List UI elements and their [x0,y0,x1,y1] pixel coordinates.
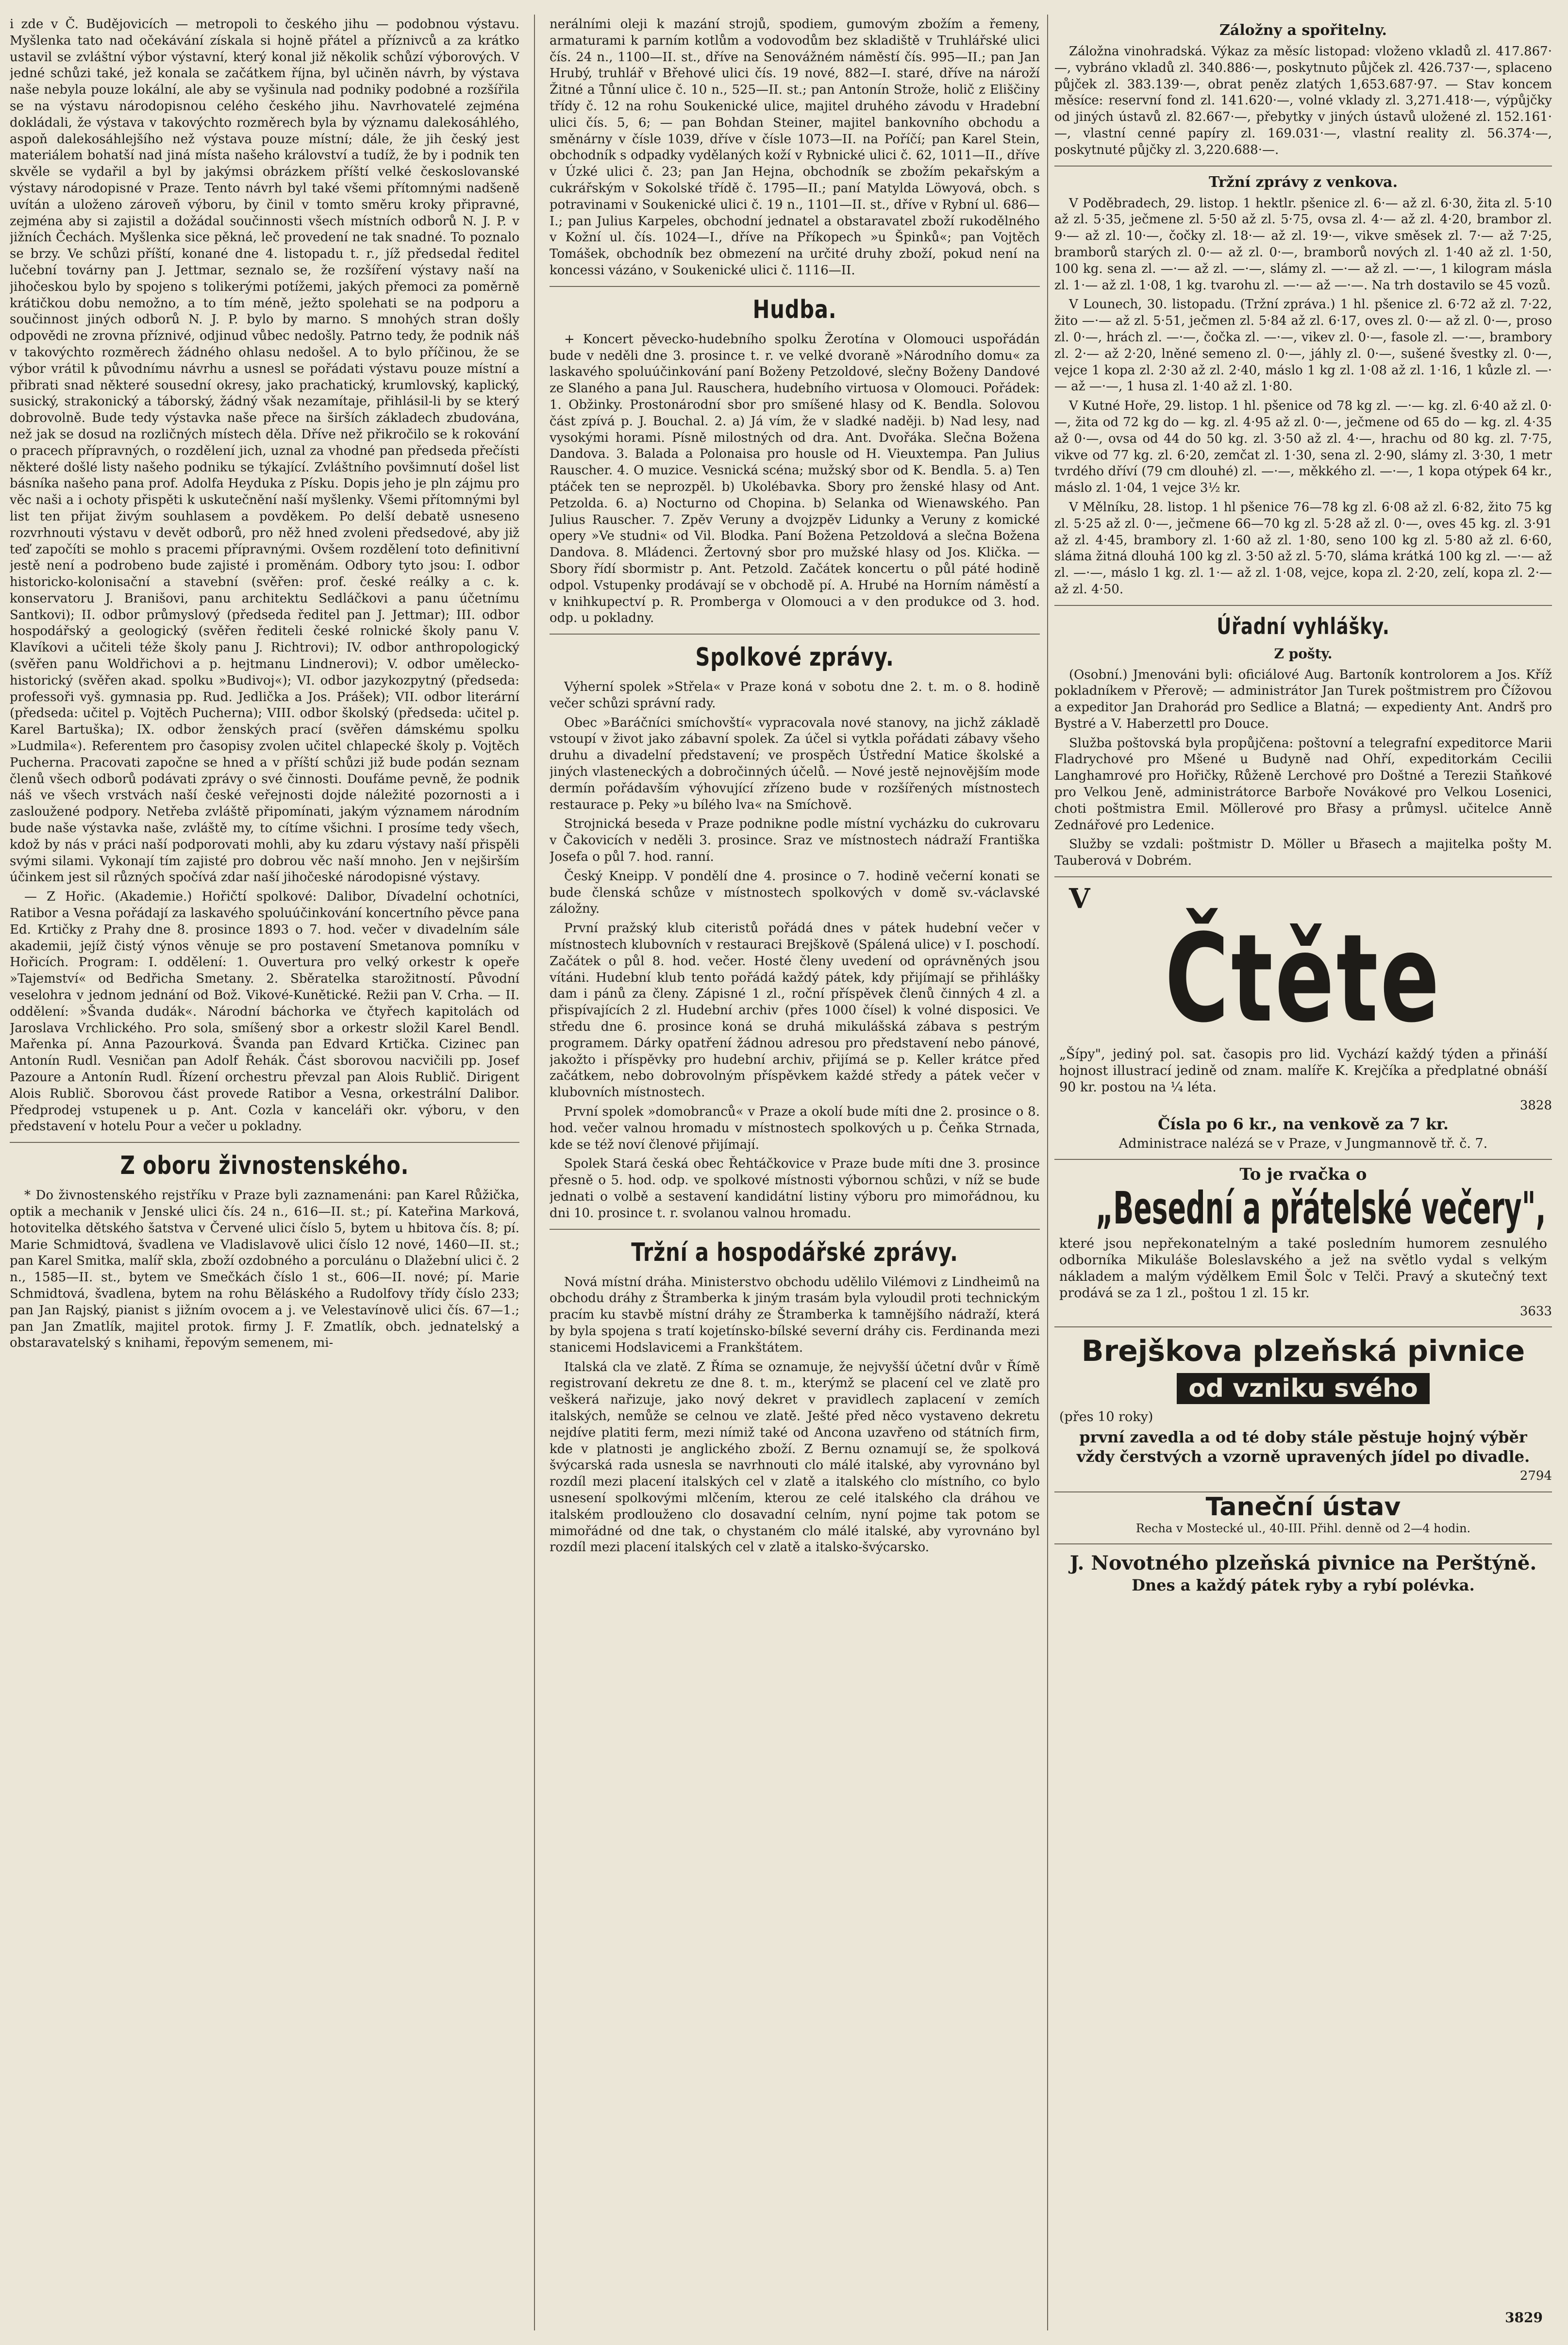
ad-address: Recha v Mostecké ul., 40-III. Přihl. denně od 2—4 hodin. [1135,1522,1471,1536]
ad-besedni [1054,1164,1552,1320]
divider [10,1142,519,1143]
ad-number: 2794 [1519,1469,1552,1484]
column-divider [1047,15,1048,2330]
ad-ctete [1054,884,1552,1152]
section-title: Záložny a spořitelny. [1219,22,1387,39]
article-body: Český Kneipp. V pondělí dne 4. prosince o 7. hodině večerní konati se bude členská schůze v místnostech spolkových v domě sv.-václavské záložny. [550,869,1040,917]
ad-lead: To je rvačka o [1239,1164,1367,1184]
article-body: Nová místní dráha. Ministerstvo obchodu udělilo Vilémovi z Lindheimů na obchodu dráhy z Štramberka k jiným trasám byla vyloudil proti technickým pracím ku stavbě místní dráhy ze Štramberka k tamnějšího nádraží, která by byla spojena s tratí kojetínsko-bílské severní dráhy cis. Ferdinanda mezi stanicemi Hodslavicemi a Frankštátem. [550,1274,1040,1355]
column-2 [550,17,1040,2335]
article-body: nerálními oleji k mazání strojů, spodiem, gumovým zbožím a řemeny, armaturami k parním kotlům a vodovodům bez skladiště v Truhlářské ulici čís. 24 n., 1100—II. st., dříve na Senovážném náměstí čís. 995—II.; pan Jan Hrubý, truhlář v Břehové ulici čís. 19 nové, 882—I. staré, dříve na nároží Žitné a Tůnní ulice č. 10 n., 525—II. st.; pan Antonín Strože, holič z Eliščiny třídy č. 12 na rohu Soukenické ulice, majitel druhého závodu v Hradební ulici čís. 5, 6; — pan Bohdan Steiner, majitel bankovního obchodu a směnárny v čísle 1039, dříve v čísle 1073—II. na Poříčí; pan Karel Stein, obchodník s odpadky vydělaných koží v Rybnické ulici č. 62, 1011—II., dříve v Úzké ulici č. 23; pan Jan Hejna, obchodník se zbožím pekařským a cukrářským v Sokolské třídě č. 1795—II.; paní Matylda Löwyová, obch. s potravinami v Soukenické ulici č. 19 n., 1101—II. st., dříve v Rybní ul. 686—I.; pan Julius Karpeles, obchodní jednatel a obstaravatel zboží rukodělného v Kožní ul. čís. 1024—I., dříve na Příkopech »u Špinků«; pan Vojtěch Tomášek, obchodník bez obmezení na určité druhy zboží, pokud není na koncessi vázáno, v Soukenické ulici č. 1116—II. [550,17,1040,278]
section-subtitle: Z pošty. [1274,645,1333,662]
article-body: Spolek Stará česká obec Řehtáčkovice v Praze bude míti dne 3. prosince přesně o 5. hod. odp. ve spolkové místnosti výbornou schůzi, v níž se bude jednati o volbě a sestavení kandidátní listiny výboru pro mimořádnou, ku dni 10. prosince t. r. svolanou valnou hromadu. [550,1156,1040,1221]
ad-number: 3633 [1519,1304,1552,1319]
page-number: 3829 [1505,2310,1543,2326]
article-body: Italská cla ve zlatě. Z Říma se oznamuje, že nejvyšší účetní dvůr v Římě registrovaní dekretu ze dne 8. t. m., kterýmž se placení cel ve zlatě pro veškerá nařizuje, jako nový dekret v pravidlech zaplacení v zemích italských, nemůže se celnou ve zlatě. Ješté před něco vystaveno dekretu nejdíve platiti ferm, mezi nímiž také od Ancona uzavřeno od státních firm, kde v platnosti je anglického zboží. Z Bernu oznamují se, že spolková švýcarská rada usnesla se navrhnouti clo málé italské, aby vyrovnáno byl rozdíl mezi placení italských cel v zlatě a italského clo místního, co bylo usnesení spolkovými mlčením, kterou ze celé italského cla dráhou ve italském prodlouženo clo dosavadní celním, nyní pojme tak potom se mimořádné od dne tak, o chystaném clo málé italské, aby vyrovnáno byl rozdíl mezi placení italských cel v zlatě a italsko-švýcarsko. [550,1359,1040,1555]
column-3 [1054,17,1552,2335]
article-body: Strojnická beseda v Praze podnikne podle místní vycházku do cukrovaru v Čakovicích v neděli 3. prosince. Sraz ve místnostech nádraží Františka Josefa o půl 7. hod. ranní. [550,817,1040,865]
article-body: Služba poštovská byla propůjčena: poštovní a telegrafní expeditorce Marii Fladrychové pro Mšené u Budyně nad Ohří, expeditorkám Cecilii Langhamrové pro Hořičky, Růženě Lerchové pro Doštné a Terezii Staňkové pro Velkou Jeně, administrátorce Barboře Novákové pro Velkou Losenici, choti poštmistra Emil. Möllerové pro Břasy a průmysl. učitelce Anně Zednářové pro Ledenice. [1054,736,1552,833]
section-title: Hudba. [752,295,837,324]
article-body: i zde v Č. Budějovicích — metropoli to českého jihu — podobnou výstavu. Myšlenka tato nad očekávání získala si hojně přátel a příznivců a za krátko ustavil se zvláštní výbor výstavní, který konal již několik schůzí výborových. V jedné schůzi také, jež konala se začátkem října, byl učiněn návrh, by výstava naše nebyla pouze lokální, ale aby se vyšinula nad podniky podobné a rozšířila se na výstavu národopisnou celého českého jihu. Navrhovatelé zejména dokládali, že výstava v takovýchto rozměrech byla by významu dalekosáhlého, aspoň dalekosáhlejšího než výstava pouze místní; dále, že jih český jest materiálem bohatší nad jiná místa našeho království a tudíž, že by i podnik ten skvěle se vydařil a byl by jakýmsi obrázkem příští velké českoslovanské výstavy národopisné v Praze. Tento návrh byl také všemi přítomnými nadšeně uvítán a uloženo zároveň výboru, by činil v tomto směru kroky připravné, zejména aby si zajistil a dožádal součinnosti všech místních odborů N. J. P. v jižních Čechách. Myšlenka sice pěkná, leč provedení ne tak snadné. To poznalo se brzy. Ve schůzi příští, konané dne 4. listopadu t. r., jíž předsedal ředitel lučební továrny pan J. Jettmar, seznalo se, že rozšíření výstavy naší na jihočeskou bylo by spojeno s tolikerými potížemi, jakých přemoci za poměrně krátičkou dobu nemožno, a to tím méně, ježto spolehati se na podporu a součinnost jiných odborů N. J. P. bylo by marno. S mnohých stran došly odpovědi ne zrovna příznivé, odjinud vůbec nedošly. Patrno tedy, že podnik náš v takovýchto rozměrech žádného ohlasu nedošel. A to bylo příčinou, že se výbor vrátil k původnímu návrhu a usnesl se pořádati výstavu pouze místní a přibrati snad některé sousední okresy, jako prachatický, krumlovský, kaplický, susický, strakonický a táborský, žádný však nezamítaje, přihlásil-li by se který dobrovolně. Bude tedy výstavka naše přece na širších základech zbudována, než jak se dosud na rozličných místech děla. Dříve než přikročilo se k rokování o pracech přípravných, o rozdělení jich, uznal za vhodné pan předseda přečísti některé došlé listy našeho podniku se týkající. Zvláštního povšimnutí došel list básníka našeho pana prof. Adolfa Heyduka z Písku. Dopis jeho je pln zájmu pro věc naši a i ochoty přispěti k uskutečnění naší myšlenky. Všemi přítomnými byl list ten přijat živým souhlasem a povděkem. Po delší debatě usneseno rozvrhnouti výstavu v devět odborů, pro něž hned zvoleni předsedové, aby již teď započíti se mohlo s pracemi přípravnými. Ovšem rozdělení toto definitivní jestě není a podrobeno bude zajisté i proměnám. Odbory tyto jsou: I. odbor historicko-kolonisační a stavební (svěřen: prof. české reálky a c. k. konservatoru J. Branišovi, panu architektu Sedláčkovi a panu účetnímu Santkovi); II. odbor průmyslový (předseda ředitel pan J. Jettmar); III. odbor hospodářský a geologický (svěřen řediteli české rolnické školy panu V. Klavíkovi a učiteli téže školy panu J. Richtrovi); IV. odbor anthropologický (svěřen panu Woldřichovi a p. hejtmanu Lindnerovi); V. odbor umělecko-historický (svěřen akad. spolku »Budivoj«); VI. odbor jazykozpytný (předseda: professoři vyš. gymnasia pp. Rud. Jedlička a Jos. Prášek); VII. odbor literární (předseda: učitel p. Vojtěch Pucherna); VIII. odbor školský (předseda: učitel p. Karel Bartuška); IX. odbor ženských prací (svěřen dámskému spolku »Ludmila«). Referentem pro časopisy zvolen učitel chlapecké školy p. Vojtěch Pucherna. Pracovati započne se hned a v příští schůzi již bude podán seznam členů všech odborů podávati zprávy o své činnosti. Doufáme pevně, že podnik náš ve všech vrstvách naší české veřejnosti dojde náležité pozornosti a i zasloužené podpory. Netřeba zvláště připomínati, jakým významem národním bude naše výstavka naše, zvláště my, to cítíme všichni. I prosíme tedy všech, kdož by nás v práci naší podporovati mohli, aby ku zdaru výstavy naší přispěli svými silami. Vykonají tím zajisté pro dobrou věc naší mnoho. Jen v nejširším účinkem jest sil různých spočívá zdar naší jihočeské národopisné výstavy. [10,17,519,885]
section-title: Tržní a hospodářské zprávy. [631,1238,958,1267]
section-title: Spolkové zprávy. [695,643,894,672]
ad-headline: „Besední a přátelské večery", [1096,1182,1546,1234]
ad-tanec [1054,1492,1552,1537]
ad-number: 3828 [1519,1098,1552,1113]
article-body: (Osobní.) Jmenováni byli: oficiálové Aug. Bartoník kontrolorem a Jos. Kříž pokladníkem v Přerově; — administrátor Jan Turek poštmistrem pro Čížovou a expeditor Jan Drahorád pro Sedlice a Blatná; — expedienty Ant. Andrš pro Bystré a V. Haberzettl pro Douce. [1054,667,1552,731]
ad-body: které jsou nepřekonatelným a také posledním humorem zesnulého odborníka Mikuláše Boleslavského a jež na světlo vydal s velkým nákladem a malým výdělkem Emil Šolc v Telči. Pravý a skutečný text prodává se za 1 zl., poštou 1 zl. 15 kr. [1059,1236,1547,1301]
divider [1054,166,1552,167]
article-body: V Kutné Hoře, 29. listop. 1 hl. pšenice od 78 kg zl. —·— kg. zl. 6·40 až zl. 0·—, žita od 72 kg do — kg. zl. 4·95 až zl. 0·—, ječmene od 65 do — kg. zl. 4·35 až 0·—, ovsa od 44 do 50 kg. zl. 3·50 až zl. 4·—, hrachu od 80 kg. zl. 7·75, vikve od 77 kg. zl. 6·20, zemčat zl. 1·30, sena zl. 2·90, slámy zl. 3·30, 1 metr tvrdého dříví (79 cm dlouhé) zl. —·—, měkkého zl. —·—, 1 kopa otýpek 64 kr., máslo zl. 1·04, 1 vejce 3½ kr. [1054,399,1552,496]
ad-headline: Taneční ústav [1205,1492,1401,1522]
ad-subheadline: Dnes a každý pátek ryby a rybí polévka. [1132,1575,1475,1594]
article-body: V Lounech, 30. listopadu. (Tržní zpráva.) 1 hl. pšenice zl. 6·72 až zl. 7·22, žito —·— až zl. 5·51, ječmen zl. 5·84 až zl. 6·17, oves zl. 0·— až zl. 0·—, proso zl. 0·—, hrách zl. —·—, čočka zl. —·—, vikev zl. 0·—, fasole zl. —·—, brambory zl. 2·— až 2·20, lněné semeno zl. 0·—, jáhly zl. 0·—, sušené švestky zl. 0·—, vejce 1 kopa zl. 2·30 až zl. 2·40, máslo 1 kg zl. 1·08 až zl. 1·16, 1 kůzle zl. —·— až —·—, 1 husa zl. 1·40 až zl. 1·80. [1054,297,1552,394]
column-divider [534,15,535,2330]
article-body: První spolek »domobranců« v Praze a okolí bude míti dne 2. prosince o 8. hod. večer valnou hromadu v místnostech spolkových u p. Čeňka Strnada, kde se též noví členové přijímají. [550,1105,1040,1152]
ad-address: Administrace nalézá se v Praze, v Jungmannově tř. č. 7. [1118,1136,1488,1151]
divider [550,286,1040,287]
divider [1054,876,1552,877]
divider [550,634,1040,635]
ad-body: „Šípy", jediný pol. sat. časopis pro lid. Vychází každý týden a přináší hojnost illustrací jedině od znam. malíře K. Krejčíka a předplatné obnáší 90 kr. postou na ¼ léta. [1059,1047,1547,1095]
ad-pivnice [1054,1334,1552,1485]
ad-body: první zavedla a od té doby stále pěstuje hojný výběr vždy čerstvých a vzorně upravených jídel po divadle. [1076,1428,1530,1466]
article-body: Záložna vinohradská. Výkaz za měsíc listopad: vloženo vkladů zl. 417.867·—, vybráno vkladů zl. 340.886·—, poskytnuto půjček zl. 426.737·—, splaceno půjček zl. 383.139·—, obrat peněz zlatých 1,653.687·97. — Stav koncem měsíce: reservní fond zl. 141.620·—, volné vklady zl. 3,271.418·—, výpůjčky od jiných ústavů zl. 82.667·—, přebytky v jiných ústavů uložené zl. 152.161·—, vlastní cenné papíry zl. 169.031·—, vlastní reality zl. 56.374·—, poskytnuté půjčky zl. 3,220.688·—. [1054,44,1552,157]
section-title: Úřadní vyhlášky. [1217,613,1390,639]
ad-novotny [1054,1551,1552,1595]
ad-headline: J. Novotného plzeňská pivnice na Perštýně. [1069,1551,1537,1574]
section-title: Z oboru živnostenského. [120,1151,409,1181]
article-body: Výherní spolek »Střela« v Praze koná v sobotu dne 2. t. m. o 8. hodině večer schůzi správní rady. [550,680,1040,711]
divider [1054,1159,1552,1160]
ad-subheadline: od vzniku svého [1177,1373,1430,1404]
article-body: První pražský klub citeristů pořádá dnes v pátek hudební večer v místnostech klubovních v restauraci Brejškově (Spálená ulice) v I. poschodí. Začátek o půl 8. hod. večer. Hosté členy uvedení od oprávněných jsou vítáni. Hudební klub tento pořádá každý pátek, kdy přijímají se přihlášky dam i pánů za členy. Zápisné 1 zl., roční příspěvek členů činných 4 zl. a přispívajících 2 zl. Hudební archiv (přes 1000 čísel) k volné disposici. Ve středu dne 6. prosince koná se druhá mikulášská zábava s pestrým programem. Dárky opatření žádnou adresou pro představení nebo pánové, jakožto i příspěvky pro hudební archiv, přijímá se p. Keller krátce před začátkem, nebo dobrovolným příspěvkem každé středy a pátek večer v klubovních místnostech. [550,921,1040,1100]
column-1 [10,17,519,2335]
article-body: Obec »Baráčníci smíchovští« vypracovala nové stanovy, na jichž základě vstoupí v život jako zábavní spolek. Za účel si vytkla pořádati zábavy všeho druhu a divadelní představení; ve prospěch Ústřední Matice školské a jiných vlasteneckých a dobročinných účelů. — Nové jestě nejnovějším mode dermín pořádavším výhovující zřízeno bude v rozšířených místnostech restaurace p. Peky »u bílého lva« na Smíchově. [550,715,1040,812]
article-body: * Do živnostenského rejstříku v Praze byli zaznamenáni: pan Karel Růžička, optik a mechanik v Jenské ulici čís. 24 n., 616—II. st.; pí. Kateřina Marková, hotovitelka dětského šatstva v Červené ulici číslo 5, bytem u hbitova čís. 8; pí. Marie Schmidtová, švadlena ve Vladislavově ulici číslo 12 nové, 1460—II. st.; pan Karel Smitka, malíř skla, zboží ozdobného a porculánu o Dlažební ulici č. 2 n., 1585—II. st., bytem ve Smečkách číslo 1 st., 606—II. nové; pí. Marie Schmidtová, švadlena, bytem na rohu Běláského a Rudolfovy třídy číslo 233; pan Jan Rajský, pianist s jižním ovocem a j. ve Velestavínově ulici čís. 67—1.; pan Jan Zmatlík, majitel protok. firmy J. F. Zmatlík, obch. jednatelský a obstaravatelský s knihami, řepovým semenem, mi- [10,1188,519,1351]
article-body: — Z Hořic. (Akademie.) Hořičtí spolkové: Dalibor, Dívadelní ochotníci, Ratibor a Vesna pořádají za laskavého spoluúčinkování koncertního pěvce pana Ed. Krtičky z Prahy dne 8. prosince 1893 o 7. hod. večer v divadelním sále akademii, jejíž čistý výnos věnuje se pro postavení Smetanova pomníku v Hořicích. Program: I. oddělení: 1. Ouvertura pro velký orkestr k opeře »Tajemství« od Bedřicha Smetany. 2. Sběratelka starožitností. Původní veselohra v jednom jednání od Bož. Vikové-Kunětické. Režii pan V. Crha. — II. oddělení: »Švanda dudák«. Národní báchorka ve čtyřech kapitolách od Jaroslava Vrchlického. Pro sola, smíšený sbor a orkestr složil Karel Bendl. Mařenka pí. Anna Pazourková. Švanda pan Edvard Krtička. Cizinec pan Antonín Rudl. Vesničan pan Adolf Řehák. Část sborovou nacvičili pp. Josef Pazoure a Antonín Rudl. Řízení orchestru převzal pan Alois Rublič. Dirigent Alois Rublič. Sborovou část provede Ratibor a Vesna, orkestrální Dalibor. Předprodej vstupenek u p. Ant. Cozla v kanceláři okr. výboru, v den představení v hotelu Pour a večer u pokladny. [10,889,519,1134]
article-body: + Koncert pěvecko-hudebního spolku Žerotína v Olomouci uspořádán bude v neděli dne 3. prosince t. r. ve velké dvoraně »Národního domu« za laskavého spoluúčinkování paní Boženy Petzoldové, slečny Boženy Dandové ze Slaného a pana Jul. Rauschera, hudebního virtuosa v Olomouci. Pořádek: 1. Obžinky. Prostonárodní sbor pro smíšené hlasy od K. Bendla. Solovou část zpívá p. J. Bouchal. 2. a) Já vím, že v sladké naději. b) Nad lesy, nad vysokými horami. Písně milostných od dra. Ant. Dvořáka. Slečna Božena Dandova. 3. Balada a Polonaisa pro housle od H. Vieuxtempa. Pan Julius Rauscher. 4. O muzice. Vesnická scéna; mužský sbor od K. Bendla. 5. a) Ten ptáček ten se neprozpěl. b) Ukolébavka. Sbory pro ženské hlasy od Ant. Petzolda. 6. a) Nocturno od Chopina. b) Selanka od Wienawského. Pan Julius Rauscher. 7. Zpěv Veruny a dvojzpěv Lidunky a Veruny z komické opery »Ve studni« od Vil. Blodka. Paní Božena Petzoldová a slečna Božena Dandova. 8. Mládenci. Žertovný sbor pro mužské hlasy od Jos. Klička. — Sbory řídí sbormistr p. Ant. Petzold. Začátek koncertu o půl páté hodině odpol. Vstupenky prodávají se v obchodě pí. A. Hrubé na Horním náměstí a v knihkupectví p. R. Promberga v Olomouci a v den produkce od 3. hod. odp. u pokladny. [550,332,1040,626]
ad-headline: Čtěte [1165,908,1442,1050]
article-body: V Poděbradech, 29. listop. 1 hektlr. pšenice zl. 6·— až zl. 6·30, žita zl. 5·10 až zl. 5·35, ječmene zl. 5·50 až zl. 5·75, ovsa zl. 4·— až zl. 4·20, brambor zl. 9·— až zl. 10·—, čočky zl. 18·— až zl. 19·—, vikve směsek zl. 7·— až 7·25, bramborů starých zl. 0·— až zl. 0·—, bramborů nových zl. 1·40 až zl. 1·50, 100 kg. sena zl. —·— až zl. —·—, slámy zl. —·— až zl. —·—, 1 kilogram másla zl. 1·— až zl. 1·08, 1 kg. tvarohu zl. —·— až —·—. Na trh dostavilo se 45 vozů. [1054,196,1552,293]
article-body: Služby se vzdali: poštmistr D. Möller u Břasech a majitelka pošty M. Tauberová v Dobrém. [1054,837,1552,869]
divider [1054,1326,1552,1327]
section-title: Tržní zprávy z venkova. [1208,173,1398,191]
ad-body: (přes 10 roky) [1059,1409,1153,1425]
article-body: V Mělníku, 28. listop. 1 hl pšenice 76—78 kg zl. 6·08 až zl. 6·82, žito 75 kg zl. 5·25 až zl. 0·—, ječmene 66—70 kg zl. 5·28 až zl. 0·—, oves 45 kg. zl. 3·91 až zl. 4·45, brambory zl. 1·60 až zl. 1·80, seno 100 kg zl. 5·80 až zl. 6·60, sláma žitná dlouhá 100 kg zl. 3·50 až zl. 5·70, sláma krátká 100 kg zl. —·— až zl. —·—, máslo 1 kg. zl. 1·— až zl. 1·08, vejce, kopa zl. 2·20, zelí, kopa zl. 2·— až zl. 4·50. [1054,500,1552,597]
ad-headline: Brejškova plzeňská pivnice [1081,1334,1525,1369]
ad-price: Čísla po 6 kr., na venkově za 7 kr. [1157,1114,1449,1133]
ad-small-letter: V [1069,883,1090,915]
divider [1054,1543,1552,1544]
divider [550,1229,1040,1230]
divider [1054,605,1552,606]
